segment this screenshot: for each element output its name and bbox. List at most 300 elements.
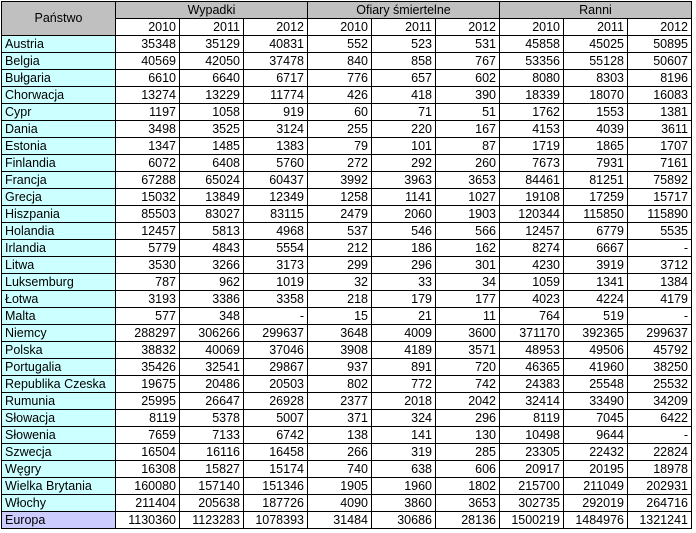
- value-cell: 519: [564, 308, 628, 325]
- table-row: [2, 461, 692, 478]
- value-cell: 1485: [180, 138, 244, 155]
- value-cell: 120344: [500, 206, 564, 223]
- table-row: [2, 206, 692, 223]
- value-cell: 15032: [116, 189, 180, 206]
- value-cell: 371: [308, 410, 372, 427]
- year-header: 2011: [372, 19, 436, 36]
- value-cell: 299: [308, 257, 372, 274]
- value-cell: 5378: [180, 410, 244, 427]
- value-cell: 42050: [180, 53, 244, 70]
- value-cell: 6742: [244, 427, 308, 444]
- value-cell: 891: [372, 359, 436, 376]
- value-cell: 51: [436, 104, 500, 121]
- value-cell: 1762: [500, 104, 564, 121]
- value-cell: 3386: [180, 291, 244, 308]
- year-header: 2012: [436, 19, 500, 36]
- value-cell: 16458: [244, 444, 308, 461]
- table-row: [2, 189, 692, 206]
- value-cell: 19108: [500, 189, 564, 206]
- table-row: [2, 291, 692, 308]
- value-cell: 3908: [308, 342, 372, 359]
- value-cell: 212: [308, 240, 372, 257]
- value-cell: 13229: [180, 87, 244, 104]
- country-cell: Republika Czeska: [2, 376, 116, 393]
- value-cell: 32541: [180, 359, 244, 376]
- value-cell: 1019: [244, 274, 308, 291]
- value-cell: 302735: [500, 495, 564, 512]
- value-cell: 55128: [564, 53, 628, 70]
- value-cell: 8080: [500, 70, 564, 87]
- value-cell: 34: [436, 274, 500, 291]
- value-cell: 49506: [564, 342, 628, 359]
- value-cell: 5813: [180, 223, 244, 240]
- value-cell: 3712: [628, 257, 692, 274]
- value-cell: 319: [372, 444, 436, 461]
- table-row: [2, 308, 692, 325]
- value-cell: 12349: [244, 189, 308, 206]
- value-cell: 48953: [500, 342, 564, 359]
- value-cell: 742: [436, 376, 500, 393]
- value-cell: 23305: [500, 444, 564, 461]
- value-cell: 537: [308, 223, 372, 240]
- value-cell: 3266: [180, 257, 244, 274]
- road-accidents-table: [1, 1, 692, 529]
- value-cell: 1865: [564, 138, 628, 155]
- value-cell: 4039: [564, 121, 628, 138]
- value-cell: 1960: [372, 478, 436, 495]
- country-cell: Słowacja: [2, 410, 116, 427]
- value-cell: 7931: [564, 155, 628, 172]
- value-cell: 1500219: [500, 512, 564, 529]
- value-cell: 157140: [180, 478, 244, 495]
- value-cell: 1384: [628, 274, 692, 291]
- year-header: 2012: [244, 19, 308, 36]
- table-row: [2, 87, 692, 104]
- table-row: [2, 70, 692, 87]
- value-cell: 1027: [436, 189, 500, 206]
- value-cell: 25532: [628, 376, 692, 393]
- value-cell: 657: [372, 70, 436, 87]
- value-cell: 266: [308, 444, 372, 461]
- value-cell: 16083: [628, 87, 692, 104]
- value-cell: 15827: [180, 461, 244, 478]
- value-cell: 7673: [500, 155, 564, 172]
- value-cell: 426: [308, 87, 372, 104]
- value-cell: 3600: [436, 325, 500, 342]
- value-cell: 18070: [564, 87, 628, 104]
- value-cell: 16308: [116, 461, 180, 478]
- country-cell: Hiszpania: [2, 206, 116, 223]
- value-cell: 79: [308, 138, 372, 155]
- value-cell: 46365: [500, 359, 564, 376]
- value-cell: 1903: [436, 206, 500, 223]
- value-cell: 215700: [500, 478, 564, 495]
- table-row: [2, 359, 692, 376]
- value-cell: 26647: [180, 393, 244, 410]
- value-cell: 1321241: [628, 512, 692, 529]
- value-cell: -: [244, 308, 308, 325]
- value-cell: 5779: [116, 240, 180, 257]
- value-cell: 638: [372, 461, 436, 478]
- value-cell: 202931: [628, 478, 692, 495]
- value-cell: 296: [436, 410, 500, 427]
- value-cell: 2060: [372, 206, 436, 223]
- value-cell: 292019: [564, 495, 628, 512]
- value-cell: 802: [308, 376, 372, 393]
- year-header: 2010: [308, 19, 372, 36]
- value-cell: 3124: [244, 121, 308, 138]
- value-cell: 40569: [116, 53, 180, 70]
- country-cell: Holandia: [2, 223, 116, 240]
- value-cell: 205638: [180, 495, 244, 512]
- country-cell: Finlandia: [2, 155, 116, 172]
- value-cell: 167: [436, 121, 500, 138]
- value-cell: 24383: [500, 376, 564, 393]
- value-cell: 38250: [628, 359, 692, 376]
- value-cell: 3358: [244, 291, 308, 308]
- year-header: 2011: [180, 19, 244, 36]
- country-cell: Francja: [2, 172, 116, 189]
- value-cell: 4189: [372, 342, 436, 359]
- value-cell: 2479: [308, 206, 372, 223]
- table-row: [2, 410, 692, 427]
- table-row: [2, 376, 692, 393]
- value-cell: 10498: [500, 427, 564, 444]
- group-header-accidents: Wypadki: [116, 2, 308, 19]
- value-cell: 6667: [564, 240, 628, 257]
- value-cell: 6779: [564, 223, 628, 240]
- value-cell: 81251: [564, 172, 628, 189]
- value-cell: 32414: [500, 393, 564, 410]
- value-cell: 16504: [116, 444, 180, 461]
- value-cell: 7045: [564, 410, 628, 427]
- value-cell: 937: [308, 359, 372, 376]
- value-cell: 3648: [308, 325, 372, 342]
- value-cell: 3919: [564, 257, 628, 274]
- table-body: [2, 36, 692, 529]
- value-cell: -: [628, 427, 692, 444]
- country-cell: Estonia: [2, 138, 116, 155]
- value-cell: 3530: [116, 257, 180, 274]
- value-cell: 3653: [436, 172, 500, 189]
- value-cell: 6422: [628, 410, 692, 427]
- country-cell: Europa: [2, 512, 116, 529]
- value-cell: 1347: [116, 138, 180, 155]
- table-row: [2, 495, 692, 512]
- value-cell: 285: [436, 444, 500, 461]
- country-cell: Rumunia: [2, 393, 116, 410]
- value-cell: 292: [372, 155, 436, 172]
- table-row: [2, 393, 692, 410]
- value-cell: 566: [436, 223, 500, 240]
- value-cell: 16116: [180, 444, 244, 461]
- value-cell: 83027: [180, 206, 244, 223]
- value-cell: 33: [372, 274, 436, 291]
- value-cell: 840: [308, 53, 372, 70]
- value-cell: 6610: [116, 70, 180, 87]
- value-cell: 6408: [180, 155, 244, 172]
- year-header: 2010: [500, 19, 564, 36]
- value-cell: 1484976: [564, 512, 628, 529]
- value-cell: 418: [372, 87, 436, 104]
- value-cell: 160080: [116, 478, 180, 495]
- table-row: [2, 274, 692, 291]
- value-cell: 720: [436, 359, 500, 376]
- value-cell: 6717: [244, 70, 308, 87]
- value-cell: 255: [308, 121, 372, 138]
- value-cell: 29867: [244, 359, 308, 376]
- value-cell: 371170: [500, 325, 564, 342]
- value-cell: 1130360: [116, 512, 180, 529]
- country-cell: Niemcy: [2, 325, 116, 342]
- value-cell: 4179: [628, 291, 692, 308]
- group-header-fatalities: Ofiary śmiertelne: [308, 2, 500, 19]
- country-cell: Węgry: [2, 461, 116, 478]
- value-cell: 3611: [628, 121, 692, 138]
- value-cell: 15174: [244, 461, 308, 478]
- value-cell: 37478: [244, 53, 308, 70]
- value-cell: 141: [372, 427, 436, 444]
- value-cell: 2018: [372, 393, 436, 410]
- country-cell: Austria: [2, 36, 116, 53]
- value-cell: 15717: [628, 189, 692, 206]
- value-cell: 211404: [116, 495, 180, 512]
- value-cell: 740: [308, 461, 372, 478]
- value-cell: 3992: [308, 172, 372, 189]
- value-cell: 523: [372, 36, 436, 53]
- value-cell: 306266: [180, 325, 244, 342]
- value-cell: 390: [436, 87, 500, 104]
- value-cell: 288297: [116, 325, 180, 342]
- value-cell: 299637: [628, 325, 692, 342]
- value-cell: 87: [436, 138, 500, 155]
- country-cell: Szwecja: [2, 444, 116, 461]
- country-cell: Dania: [2, 121, 116, 138]
- value-cell: 6072: [116, 155, 180, 172]
- value-cell: 4090: [308, 495, 372, 512]
- table-row: [2, 172, 692, 189]
- value-cell: 1059: [500, 274, 564, 291]
- table-row: [2, 223, 692, 240]
- value-cell: 18339: [500, 87, 564, 104]
- value-cell: 8196: [628, 70, 692, 87]
- value-cell: 1905: [308, 478, 372, 495]
- country-cell: Chorwacja: [2, 87, 116, 104]
- value-cell: 13274: [116, 87, 180, 104]
- value-cell: 3860: [372, 495, 436, 512]
- value-cell: 67288: [116, 172, 180, 189]
- value-cell: 12457: [500, 223, 564, 240]
- value-cell: 37046: [244, 342, 308, 359]
- country-cell: Belgia: [2, 53, 116, 70]
- value-cell: 5554: [244, 240, 308, 257]
- value-cell: 40831: [244, 36, 308, 53]
- value-cell: 4968: [244, 223, 308, 240]
- value-cell: 1383: [244, 138, 308, 155]
- value-cell: 130: [436, 427, 500, 444]
- value-cell: 35348: [116, 36, 180, 53]
- value-cell: 3498: [116, 121, 180, 138]
- value-cell: 20917: [500, 461, 564, 478]
- value-cell: 75892: [628, 172, 692, 189]
- value-cell: 9644: [564, 427, 628, 444]
- value-cell: 531: [436, 36, 500, 53]
- value-cell: 8303: [564, 70, 628, 87]
- value-cell: 296: [372, 257, 436, 274]
- value-cell: 764: [500, 308, 564, 325]
- value-cell: 22824: [628, 444, 692, 461]
- country-cell: Cypr: [2, 104, 116, 121]
- group-header-injured: Ranni: [500, 2, 692, 19]
- value-cell: 1078393: [244, 512, 308, 529]
- value-cell: 919: [244, 104, 308, 121]
- value-cell: 71: [372, 104, 436, 121]
- value-cell: 151346: [244, 478, 308, 495]
- value-cell: 40069: [180, 342, 244, 359]
- value-cell: 1197: [116, 104, 180, 121]
- value-cell: 35426: [116, 359, 180, 376]
- value-cell: 552: [308, 36, 372, 53]
- value-cell: 115890: [628, 206, 692, 223]
- country-cell: Polska: [2, 342, 116, 359]
- value-cell: 4023: [500, 291, 564, 308]
- value-cell: 21: [372, 308, 436, 325]
- value-cell: 1802: [436, 478, 500, 495]
- value-cell: 8274: [500, 240, 564, 257]
- value-cell: 34209: [628, 393, 692, 410]
- value-cell: 260: [436, 155, 500, 172]
- value-cell: 18978: [628, 461, 692, 478]
- table-row: [2, 325, 692, 342]
- value-cell: 45858: [500, 36, 564, 53]
- country-cell: Luksemburg: [2, 274, 116, 291]
- value-cell: 4843: [180, 240, 244, 257]
- table-row: [2, 257, 692, 274]
- value-cell: 272: [308, 155, 372, 172]
- value-cell: 858: [372, 53, 436, 70]
- value-cell: 546: [372, 223, 436, 240]
- value-cell: 41960: [564, 359, 628, 376]
- value-cell: 65024: [180, 172, 244, 189]
- value-cell: 577: [116, 308, 180, 325]
- value-cell: 3525: [180, 121, 244, 138]
- value-cell: 2377: [308, 393, 372, 410]
- value-cell: 20195: [564, 461, 628, 478]
- value-cell: 84461: [500, 172, 564, 189]
- value-cell: 1381: [628, 104, 692, 121]
- value-cell: 186: [372, 240, 436, 257]
- value-cell: 4153: [500, 121, 564, 138]
- country-cell: Irlandia: [2, 240, 116, 257]
- value-cell: 15: [308, 308, 372, 325]
- value-cell: 31484: [308, 512, 372, 529]
- value-cell: 301: [436, 257, 500, 274]
- value-cell: 20503: [244, 376, 308, 393]
- value-cell: 392365: [564, 325, 628, 342]
- value-cell: 38832: [116, 342, 180, 359]
- value-cell: 12457: [116, 223, 180, 240]
- value-cell: 187726: [244, 495, 308, 512]
- value-cell: 3963: [372, 172, 436, 189]
- value-cell: 22432: [564, 444, 628, 461]
- year-header: 2012: [628, 19, 692, 36]
- value-cell: -: [628, 308, 692, 325]
- value-cell: 3653: [436, 495, 500, 512]
- value-cell: 348: [180, 308, 244, 325]
- value-cell: 772: [372, 376, 436, 393]
- value-cell: 17259: [564, 189, 628, 206]
- value-cell: 1258: [308, 189, 372, 206]
- value-cell: 25995: [116, 393, 180, 410]
- country-column-header: Państwo: [2, 2, 116, 36]
- value-cell: 45025: [564, 36, 628, 53]
- value-cell: 11: [436, 308, 500, 325]
- value-cell: 8119: [500, 410, 564, 427]
- value-cell: 211049: [564, 478, 628, 495]
- country-cell: Wielka Brytania: [2, 478, 116, 495]
- value-cell: 5760: [244, 155, 308, 172]
- country-cell: Bułgaria: [2, 70, 116, 87]
- value-cell: 1341: [564, 274, 628, 291]
- value-cell: 7161: [628, 155, 692, 172]
- value-cell: 32: [308, 274, 372, 291]
- value-cell: 299637: [244, 325, 308, 342]
- value-cell: 138: [308, 427, 372, 444]
- value-cell: 7659: [116, 427, 180, 444]
- value-cell: 177: [436, 291, 500, 308]
- value-cell: 19675: [116, 376, 180, 393]
- value-cell: 35129: [180, 36, 244, 53]
- value-cell: 20486: [180, 376, 244, 393]
- value-cell: 4224: [564, 291, 628, 308]
- country-cell: Łotwa: [2, 291, 116, 308]
- value-cell: 767: [436, 53, 500, 70]
- value-cell: 4009: [372, 325, 436, 342]
- country-cell: Malta: [2, 308, 116, 325]
- value-cell: 264716: [628, 495, 692, 512]
- year-header: 2011: [564, 19, 628, 36]
- value-cell: 25548: [564, 376, 628, 393]
- value-cell: 85503: [116, 206, 180, 223]
- value-cell: -: [628, 240, 692, 257]
- group-header-row: [2, 2, 692, 19]
- value-cell: 2042: [436, 393, 500, 410]
- value-cell: 101: [372, 138, 436, 155]
- value-cell: 115850: [564, 206, 628, 223]
- value-cell: 60: [308, 104, 372, 121]
- table-row: [2, 155, 692, 172]
- value-cell: 162: [436, 240, 500, 257]
- value-cell: 1707: [628, 138, 692, 155]
- value-cell: 7133: [180, 427, 244, 444]
- value-cell: 1719: [500, 138, 564, 155]
- value-cell: 5007: [244, 410, 308, 427]
- value-cell: 33490: [564, 393, 628, 410]
- value-cell: 45792: [628, 342, 692, 359]
- value-cell: 324: [372, 410, 436, 427]
- value-cell: 4230: [500, 257, 564, 274]
- value-cell: 962: [180, 274, 244, 291]
- value-cell: 602: [436, 70, 500, 87]
- value-cell: 6640: [180, 70, 244, 87]
- value-cell: 8119: [116, 410, 180, 427]
- table-row: [2, 36, 692, 53]
- table-row: [2, 444, 692, 461]
- table-row: [2, 342, 692, 359]
- country-cell: Portugalia: [2, 359, 116, 376]
- value-cell: 53356: [500, 53, 564, 70]
- country-cell: Słowenia: [2, 427, 116, 444]
